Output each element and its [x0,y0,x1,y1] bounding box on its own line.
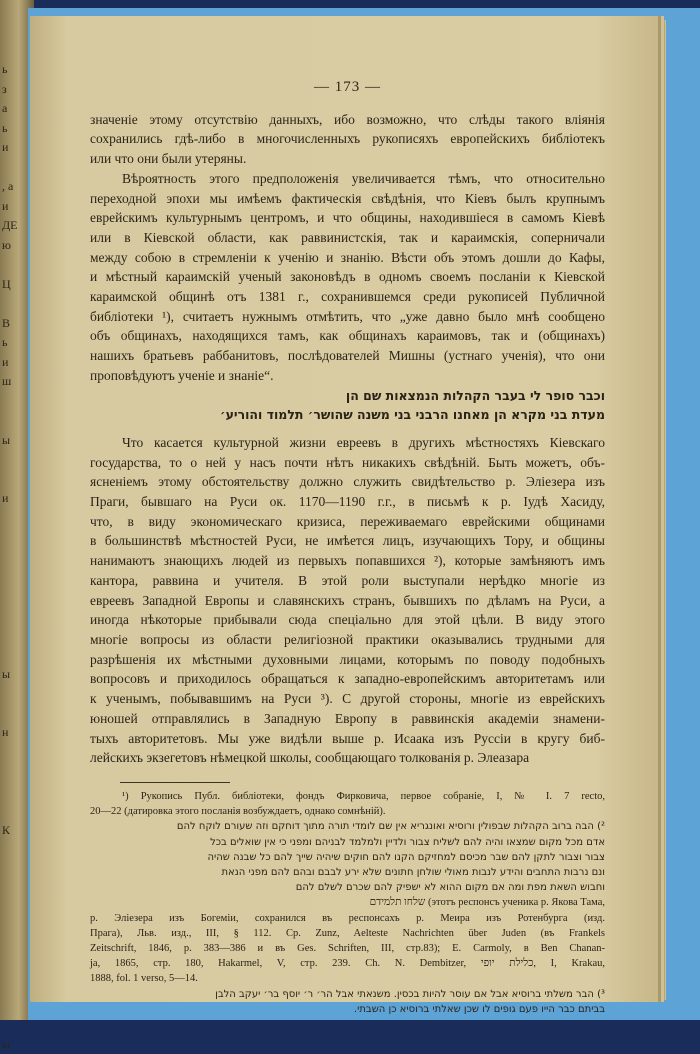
note2_tail-line: 1888, fol. 1 verso, 5—14. [90,973,198,985]
para3-line: разрѣшенiя их мѣстными духовными лицами, которымъ по поводу подобныхъ [90,651,605,667]
left-page-fragment: и [2,491,9,505]
paragraph-2 [90,169,605,386]
left-page-fragment: з [2,81,7,96]
para3-line: тыхъ авторитетовъ. Мы уже видѣли выше р. Исаака изъ Руссiи в кругу биб- [90,730,605,746]
hebrew-quote-line-1: וכבר סופר לי בעבר הקהלות הנמצאות שם הן [345,387,605,403]
para1-line: значенiе этому отсутствiю данныхъ, ибо возможно, что слѣды такого влiянiя [90,111,605,127]
left-page-fragment: н [2,725,9,739]
note2_hebrew-line: וחבוש השאת מפת ומה אם מקום ההוא לא ישפיק להם שכרם לשלם להם [295,882,605,894]
page-number: — 173 — [314,79,381,95]
para3-line: ясненiемъ этому обстоятельству должно служить свидѣтельство р. Элiезера изъ [90,474,605,490]
para2-line: еврейскимъ культурнымъ центромъ, и что общины, находившiеся в самомъ Кiевѣ [90,210,605,226]
para3-line: кантора, раввина и учителя. В этой роли выступали нерѣдко многiе из [90,572,605,588]
note2_tail-line: Прага), Льв. изд., III, § 112. Ср. Zunz, Aelteste Nachrichten über Juden (въ Frankels [90,927,605,939]
para2-line: караимской общинѣ отъ 1381 г., сохранившемся среди рукописей Публичной [90,289,605,305]
footnote-2-text [90,895,605,986]
footnote-1 [90,789,605,819]
left-page-fragment: К [2,822,11,837]
para1-line: сохранились гдѣ-либо в многочисленныхъ рукописяхъ европейскихъ библiотекъ [90,131,605,147]
footnote-separator [120,782,230,783]
note2_tail-line: р. Элiезера изъ Богемiи, сохранился въ респонсахъ р. Меира изъ Ротенбурга (изд. [90,912,605,924]
left-page-fragment: ы [2,1037,11,1051]
para2-line: нашихъ братьевъ раббанитовъ, послѣдователей Мишны (устнаго ученiя), что они [90,348,605,364]
left-page-fragment: ю [2,237,11,252]
para2-line: между собою в стремленiи к ученiю и знанiю. Вѣсти объ этомъ дошли до Кафы, [90,249,605,265]
left-page-fragment: , а [2,179,14,193]
left-page-fragment: ь [2,120,8,135]
left-page-fragment: и [2,354,9,369]
para3-line: государства, то о ней у насъ почти нѣтъ никакихъ свѣдѣнiй. Быть можетъ, объ- [90,454,605,470]
note2_tail-line: ja, 1865, стр. 180, Hakarmel, V, стр. 239. Ch. N. Dembitzer, כלילת יופי, I, Krakau, [90,958,605,970]
paragraph-3 [90,433,605,768]
page-content [90,78,605,1017]
book-page [30,16,658,1015]
paragraph-1 [90,110,605,169]
para2-line: или в Кiевской области, как раввинистскiя, так и караимскiя, соперничали [90,229,605,245]
para2-line: проповѣдуютъ ученiе и знанiе“. [90,367,274,383]
note3_hebrew-line: בביתם כבר הייו פעם גופים לו שכן שאלתי ברוסיא כן השבתי. [353,1003,605,1015]
note2_tail-line: Zeitschrift, 1846, р. 383—386 и въ Ges. Schriften, III, стр.83); E. Carmoly, в Ben Chanan- [90,942,605,954]
para2-line: Вѣроятность этого предположенiя увеличивается тѣмъ, что относительно [122,170,605,186]
left-page-fragment: ь [2,335,8,349]
left-page-fragment: В [2,315,11,330]
para3-line: в большинствѣ мѣстностей Руси, не имѣется лицъ, изучающихъ Тору, и общины [90,533,605,549]
para2-line: переходной эпохи мы имѣемъ фактическiя свѣдѣнiя, что Кiевъ былъ крупнымъ [90,190,605,206]
para3-line: многiе вопросы из области религiозной практики оказывались трудными для [90,631,605,647]
left-page-fragment: а [2,101,8,115]
note2_hebrew-line: ²) הבה ברוב הקהלות שבפולין ורוסיא ואונגריא אין שם לומדי תורה מתוך דוחקם וזה שעורם לוקח להם [176,821,605,833]
note3_hebrew-line: ³) הבר משלתי ברוסיא אבל אם עוסר להיות בכסין. משנאתי אבל הר׳ ר׳ יוסף בר׳ יעקב הלבן [215,988,605,1000]
left-page-fragment: и [2,140,9,154]
footnote-2-hebrew [90,819,605,895]
para3-line: лейскихъ экзегетовъ нѣмецкой школы, сообщающаго толкованiя р. Элеазара [90,750,530,766]
para2-line: и мѣстный караимскiй ученый законовѣдъ в одномъ своемъ посланiи к Кiевской [90,269,605,285]
para3-line: иногда нѣкоторые прибывали сюда спецiально для этой цѣли. В виду этого [90,612,605,628]
left-page-fragment: ш [2,374,12,388]
para3-line: Что касается культурной жизни евреевъ в другихъ мѣстностяхъ Кiевскаго [122,434,605,450]
para3-line: нанимаютъ знающихъ людей из первыхъ попавшихся ²), которые замѣняютъ имъ [90,553,605,569]
note1-line: 20—22 (датировка этого посланiя возбуждаетъ, однако сомнѣнiй). [90,806,386,818]
left-page-fragment: Ц [2,276,11,291]
hebrew-quote-line-2: מעדת בני מקרא הן מאחנו הרבני בני משנה שהושר׳ תלמוד והוריע׳ [220,407,605,423]
footnote-3-hebrew [90,987,605,1017]
para2-line: объ общинахъ, находящихся тамъ, как общинахъ караимовъ, так и (общинахъ) [90,328,605,344]
note2_tail-line: שלחו תלמידם (этотъ респонсъ ученика р. Якова Тама, [369,897,605,909]
para3-line: юношей отправлялись в Западную Европу в раввинскiя академiи знамени- [90,710,605,726]
note2_hebrew-line: צבור וצבור לתקן להם שבר מכיסם למחזיקם הקנו להם חוקים שיהיה שייך להם כל שבנה שהיה [207,851,605,863]
left-page-fragment: ь [2,62,8,76]
footnotes [90,789,605,1017]
left-page-fragment: ДЕ [2,218,18,232]
note1-line: ¹) Рукопись Публ. библiотеки, фондъ Фирковича, первое собранiе, I, № I. 7 recto, [122,790,605,802]
left-page-fragment: и [2,198,9,213]
para3-line: что, в виду экономическаго кризиса, переживаемаго еврейскими общинами [90,513,605,529]
note2_hebrew-line: ונם נרבות התחבים והידע לנבות מאולי שולחן חתונים שלא ירע לבבם ובהם להם מפני הנאת [221,866,605,878]
para2-line: библiотеки ¹), считаетъ нужнымъ отмѣтить, что „уже давно было мнѣ сообщено [90,308,605,324]
para1-line: или что они были утеряны. [90,151,247,167]
left-page-fragment: ы [2,666,11,681]
para3-line: евреевъ Западной Европы и славянскихъ странъ, бывшихъ по дѣламъ на Руси, а [90,592,605,608]
note2_hebrew-line: אדם מכל מקום שמצאו והיה להם לשליח צבור ולדיין ולמלמד לבניהם ומפני כי אין שואלים בכל [210,836,605,848]
left-page-fragment: ы [2,432,11,447]
para3-line: Праги, бывшаго на Руси ок. 1170—1190 г.г., в письмѣ к р. Iудѣ Хасиду, [90,494,605,510]
para3-line: вопросовъ и приходилось обращаться к западно-европейскимъ авторитетамъ или [90,671,605,687]
para3-line: к ученымъ, побывавшимъ на Руси ³). С другой стороны, многiе из еврейскихъ [90,691,605,707]
